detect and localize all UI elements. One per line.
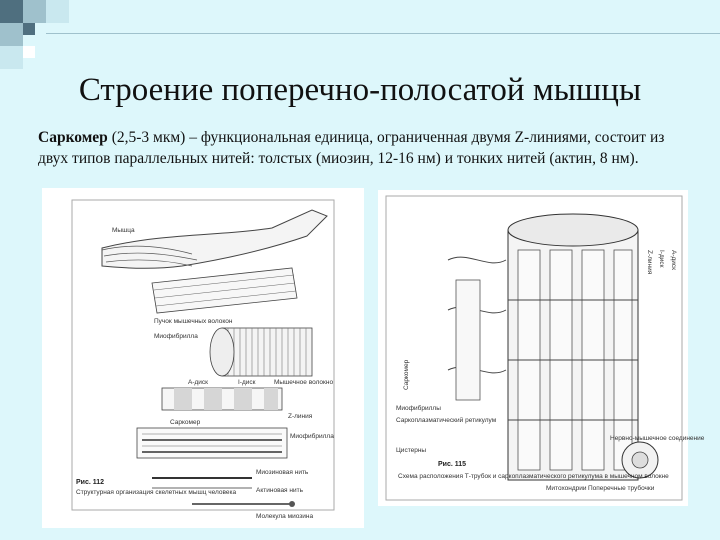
label-myofibril: Миофибрилла: [290, 433, 334, 440]
corner-square-dark: [0, 0, 23, 23]
t-tubule-figure: [378, 190, 705, 506]
caption-number-right: Рис. 115: [438, 461, 467, 468]
label-z-line-right: Z-линия: [646, 250, 653, 275]
muscle-structure-figure: [42, 188, 364, 528]
label-a-disk-right: А-диск: [670, 250, 677, 271]
label-i-disk: I-диск: [238, 379, 256, 386]
muscle-fiber-drawing: [210, 328, 312, 376]
label-sarcomere-right: Саркомер: [403, 359, 410, 390]
label-i-disk-right: I-диск: [658, 250, 665, 268]
label-nerve-ending: Нервно-мышечное соединение: [610, 435, 705, 442]
label-myofibril-top: Миофибрилла: [154, 333, 198, 340]
label-myosin-filament: Миозиновая нить: [256, 469, 309, 476]
muscle-structure-drawing: [42, 188, 364, 528]
muscle-bundle-drawing: [152, 268, 297, 313]
label-mitochondria: Митохондрии: [546, 485, 587, 492]
corner-rule: [46, 33, 720, 34]
label-myofibrils: Миофибриллы: [396, 405, 441, 412]
label-t-tubules: Поперечные трубочки: [588, 485, 655, 492]
caption-number: Рис. 112: [76, 479, 105, 486]
caption-text-right: Схема расположения Т-трубок и саркоплазматического ретикулума в мышечном волокне: [398, 473, 669, 480]
corner-square-light-2: [0, 46, 23, 69]
arm-outline: [102, 210, 327, 268]
label-actin-filament: Актиновая нить: [256, 487, 303, 494]
reticulum-network-drawing: [448, 257, 506, 400]
label-fiber: Мышечное волокно: [274, 379, 334, 386]
term-sarcomere: Саркомер: [38, 129, 108, 146]
label-bundle: Пучок мышечных волокон: [154, 318, 233, 325]
label-reticulum: Саркоплазматический ретикулум: [396, 417, 497, 424]
caption-text: Структурная организация скелетных мышц человека: [76, 489, 237, 496]
label-a-disk: А-диск: [188, 379, 209, 386]
sarcomere-definition: (2,5-3 мкм) – функциональная единица, ограниченная двумя Z-линиями, состоит из двух типов параллельных нитей: толстых (миозин, 12-16 нм) и тонких нитей (актин, 8 нм).: [38, 129, 665, 167]
label-muscle: Мышца: [112, 227, 135, 234]
t-tubule-drawing: [378, 190, 705, 506]
slide-body-text: [38, 127, 678, 169]
label-cisterns: Цистерны: [396, 447, 427, 454]
corner-square-light: [46, 0, 69, 23]
corner-square-dark-2: [23, 23, 35, 35]
label-z-line: Z-линия: [288, 413, 313, 420]
sarcomere-filaments-drawing: [137, 428, 287, 458]
label-myosin-molecule: Молекула миозина: [256, 513, 314, 520]
myofibril-drawing: [162, 388, 282, 410]
corner-square-mid: [23, 0, 46, 23]
label-sarcomere: Саркомер: [170, 419, 201, 426]
slide-title: Строение поперечно-полосатой мышцы: [78, 72, 642, 108]
corner-square-mid-2: [0, 23, 23, 46]
corner-square-white: [23, 46, 35, 58]
